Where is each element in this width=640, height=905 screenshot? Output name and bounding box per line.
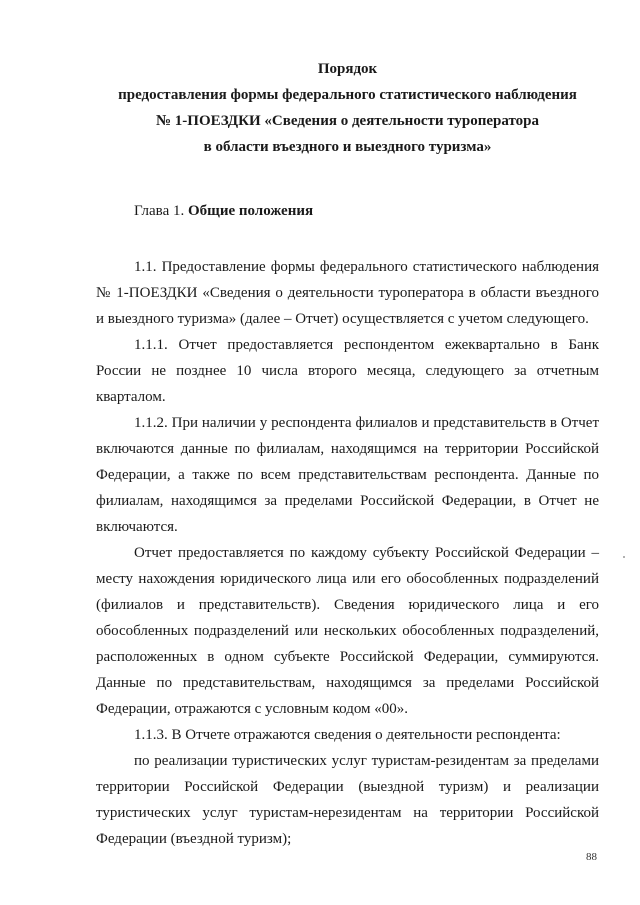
paragraph: 1.1.3. В Отчете отражаются сведения о деятельности респондента: <box>134 727 561 743</box>
paragraph: 1.1.1. Отчет предоставляется респондентом ежеквартально в Банк России не позднее 10 числа второго месяца, следующего за отчетным кварталом. <box>96 337 599 405</box>
paragraph: 1.1.2. При наличии у респондента филиалов и представительств в Отчет включаются данные по филиалам, находящимся на территории Российской Федерации, а также по всем представительствам респондента. Данные по филиалам, находящимся за пределами Российской Федерации, в Отчет не включаются. <box>96 415 599 535</box>
chapter-heading <box>96 198 599 224</box>
chapter-name: Общие положения <box>187 203 314 219</box>
title-line: Порядок <box>317 61 378 77</box>
paragraph: 1.1. Предоставление формы федерального статистического наблюдения № 1-ПОЕЗДКИ «Сведения о деятельности туроператора в области въездного и выездного туризма» (далее – Отчет) осуществляется с учетом следующего. <box>96 259 599 327</box>
title-line: предоставления формы федерального статистического наблюдения <box>118 87 577 103</box>
scan-speck <box>623 556 625 558</box>
chapter-prefix: Глава 1. <box>134 203 185 219</box>
document-body <box>96 254 599 852</box>
document-page <box>96 56 599 852</box>
page-number: 88 <box>586 851 597 863</box>
title-line: в области въездного и выездного туризма» <box>203 139 492 155</box>
title-line: № 1-ПОЕЗДКИ «Сведения о деятельности туроператора <box>155 113 540 129</box>
paragraph: по реализации туристических услуг туристам-резидентам за пределами территории Российской Федерации (выездной туризм) и реализации туристических услуг туристам-нерезидентам на территории Российской Федерации (въездной туризм); <box>96 753 599 847</box>
document-title <box>96 56 599 160</box>
paragraph: Отчет предоставляется по каждому субъекту Российской Федерации – месту нахождения юридического лица или его обособленных подразделений (филиалов и представительств). Сведения юридического лица и его обособленных подразделений или нескольких обособленных подразделений, расположенных в одном субъекте Российской Федерации, суммируются. Данные по представительствам, находящимся за пределами Российской Федерации, отражаются с условным кодом «00». <box>96 545 599 717</box>
